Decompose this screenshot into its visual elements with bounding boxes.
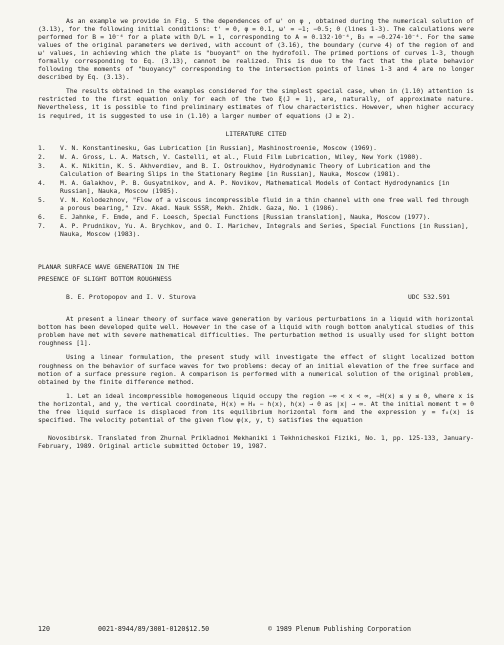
reference-number: 4. <box>38 179 46 187</box>
copyright-notice: © 1989 Plenum Publishing Corporation <box>268 625 411 633</box>
reference-text: W. A. Gross, L. A. Matsch, V. Castelli, et al., Fluid Film Lubrication, Wiley, New York (1980). <box>60 153 423 161</box>
article-footnote: Novosibirsk. Translated from Zhurnal Prikladnoi Mekhaniki i Tekhnicheskoi Fiziki, No. 1, pp. 125-133, January-February, 1989. Original article submitted October 19, 1987. <box>38 434 474 450</box>
reference-item <box>38 223 474 239</box>
article-title-line-2: PRESENCE OF SLIGHT BOTTOM ROUGHNESS <box>38 276 172 284</box>
page-footer <box>38 625 474 633</box>
reference-number: 3. <box>38 162 46 170</box>
reference-text: A. K. Nikitin, K. S. Akhverdiev, and B. I. Ostroukhov, Hydrodynamic Theory of Lubrication and the Calculation of Bearing Slips in the Stationary Regime [in Russian], Nauka, Moscow (1981). <box>60 162 431 178</box>
article-paragraph-2: Using a linear formulation, the present study will investigate the effect of slight localized bottom roughness on the behavior of surface waves for two problems: decay of an initial elevation of the free surface and motion of a surface pressure region. A comparison is performed with a numerical solution of the original problem, obtained by the finite difference method. <box>38 354 474 386</box>
reference-list <box>38 145 474 240</box>
reference-number: 2. <box>38 153 46 161</box>
reference-text: V. N. Konstantinesku, Gas Lubrication [in Russian], Mashinostroenie, Moscow (1969). <box>60 144 377 152</box>
reference-item <box>38 214 474 222</box>
udc-code: UDC 532.591 <box>407 294 450 302</box>
reference-item <box>38 154 474 162</box>
page-number: 120 <box>38 625 50 633</box>
reference-item <box>38 163 474 179</box>
literature-heading: LITERATURE CITED <box>225 130 287 138</box>
reference-text: M. A. Galakhov, P. B. Gusyatnikov, and A. P. Novikov, Mathematical Models of Contact Hydrodynamics [in Russian], Nauka, Moscow (1985). <box>60 179 450 195</box>
reference-text: V. N. Kolodezhnov, "Flow of a viscous incompressible fluid in a thin channel with one free wall fed through a porous bearing," Izv. Akad. Nauk SSSR, Mekh. Zhidk. Gaza, No. 1 (1986). <box>60 196 469 212</box>
authors-row <box>38 294 474 302</box>
reference-item <box>38 180 474 196</box>
reference-number: 5. <box>38 196 46 204</box>
continuation-paragraph-2: The results obtained in the examples considered for the simplest special case, when in (1.10) attention is restricted to the first equation only for each of the two ξ(J = 1), are, naturally, of approximate nature. Nevertheless, it is possible to find preliminary estimates of flow characteristics. However, when higher accuracy is required, it is suggested to use in (1.10) a larger number of equations (J ≥ 2). <box>38 88 474 120</box>
reference-text: A. P. Prudnikov, Yu. A. Brychkov, and O. I. Marichev, Integrals and Series, Special Functions [in Russian], Nauka, Moscow (1983). <box>60 223 469 239</box>
reference-number: 7. <box>38 223 46 231</box>
reference-number: 6. <box>38 213 46 221</box>
article-paragraph-3: 1. Let an ideal incompressible homogeneous liquid occupy the region −∞ < x < ∞, −H(x) ≤ y ≤ 0, where x is the horizontal, and y, the vertical coordinate, H(x) = H₀ − h(x), h(x) → 0 as |x| → ∞. At the initial moment t = 0 the free liquid surface is displaced from its equilibrium horizontal form and the expression y = f₀(x) is specified. The velocity potential of the given flow φ(x, y, t) satisfies the equation <box>38 392 474 424</box>
reference-number: 1. <box>38 144 46 152</box>
reference-item <box>38 197 474 213</box>
reference-text: E. Jahnke, F. Emde, and F. Loesch, Special Functions [Russian translation], Nauka, Moscow (1977). <box>60 213 431 221</box>
continuation-paragraph-1: As an example we provide in Fig. 5 the dependences of ω' on φ , obtained during the numerical solution of (3.13), for the following initial conditions: t' = 0, φ = 0.1, ω' = −1; −0.5; 0 (lines 1-3). The calculations were performed for B = 10⁻⁴ for a plate with D/L = 1, corresponding to A = 0.132·10⁻⁴, B₂ = −0.274·10⁻⁴. For the same values of the original parameters we derived, with account of (3.16), the boundary (curve 4) of the region of and ω' values, in achieving which the plate is "buoyant" on the hydrofoil. The primed portions of curves 1-3, though formally corresponding to Eq. (3.13), cannot be realized. This is due to the fact that the plate behavior following the moments of "buoyancy" corresponding to the intersection points of lines 1-3 and 4 are no longer described by Eq. (3.13). <box>38 18 474 82</box>
article-paragraph-1: At present a linear theory of surface wave generation by various perturbations in a liquid with horizontal bottom has been developed quite well. However in the case of a liquid with rough bottom analytical studies of this problem have met with severe mathematical difficulties. The perturbation method is usually used for slight bottom roughness [1]. <box>38 316 474 348</box>
article-code: 0021-8944/89/3001-0120$12.50 <box>98 625 210 633</box>
article-authors: B. E. Protopopov and I. V. Sturova <box>66 294 196 302</box>
article-title-line-1: PLANAR SURFACE WAVE GENERATION IN THE <box>38 264 180 272</box>
reference-item <box>38 145 474 153</box>
article-title-block <box>38 264 474 284</box>
